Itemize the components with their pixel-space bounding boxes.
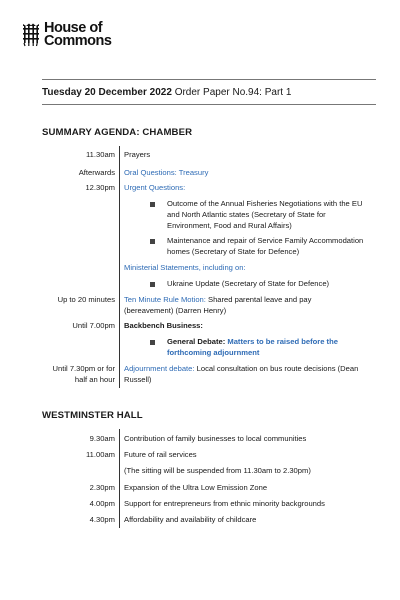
agenda-item-prayers: Prayers (124, 150, 151, 159)
order-paper-heading (42, 87, 291, 98)
westminster-timeline-divider (119, 429, 120, 528)
ministerial-statements-link[interactable]: Ministerial Statements, including on: (124, 263, 246, 272)
ten-minute-rule-motion-item (124, 294, 339, 316)
ten-minute-rule-motion-text: Shared parental leave and pay (bereavement) (Darren Henry) (124, 295, 312, 315)
chamber-time: 11.30am (86, 150, 115, 159)
bullet-square (150, 282, 155, 287)
chamber-time: Until 7.00pm (72, 321, 115, 330)
general-debate-link[interactable]: Matters to be raised before the forthcoming adjournment (167, 337, 338, 357)
bullet-square (150, 340, 155, 345)
westminster-time: 4.00pm (89, 499, 115, 508)
statement-ukraine-update: Ukraine Update (Secretary of State for Defence) (167, 279, 330, 288)
adjournment-debate-item (124, 363, 359, 385)
sitting-suspended-note: (The sitting will be suspended from 11.30am to 2.30pm) (124, 466, 311, 475)
top-rule (42, 79, 376, 80)
ten-minute-rule-motion-link[interactable]: Ten Minute Rule Motion: (124, 295, 206, 304)
adjournment-debate-link[interactable]: Adjournment debate: (124, 364, 195, 373)
adjournment-time-line-2: half an hour (74, 375, 115, 384)
westminster-item: Affordability and availability of childcare (124, 515, 257, 524)
westminster-time: 11.00am (86, 450, 115, 459)
chamber-timeline-divider (119, 146, 120, 388)
urgent-questions-link[interactable]: Urgent Questions: (124, 183, 186, 192)
heading-rule (42, 104, 376, 105)
bullet-square (150, 202, 155, 207)
westminster-time: 4.30pm (89, 515, 115, 524)
chamber-section-title: SUMMARY AGENDA: CHAMBER (42, 127, 193, 138)
westminster-item: Contribution of family businesses to local communities (124, 434, 307, 443)
oral-questions-link[interactable]: Oral Questions: Treasury (124, 168, 209, 177)
order-paper-number: Order Paper No.94: Part 1 (174, 87, 292, 98)
bullet-square (150, 239, 155, 244)
urgent-question-fisheries: Outcome of the Annual Fisheries Negotiations with the EU and North Atlantic states (Secretary of State for Environment, Food and Rural Affairs) (167, 199, 363, 230)
logo-line-1: House of (44, 20, 103, 36)
westminster-time: 9.30am (89, 434, 115, 443)
chamber-time (53, 363, 115, 385)
logo-line-2: Commons (44, 33, 112, 49)
backbench-business-label: Backbench Business: (124, 321, 203, 330)
portcullis-icon (22, 23, 40, 47)
westminster-item: Future of rail services (124, 450, 197, 459)
chamber-time: 12.30pm (85, 183, 115, 192)
general-debate-label: General Debate: (167, 337, 226, 346)
urgent-question-service-homes: Maintenance and repair of Service Family Accommodation homes (Secretary of State for Defence) (167, 236, 364, 256)
sitting-date: Tuesday 20 December 2022 (42, 87, 172, 98)
westminster-time: 2.30pm (89, 483, 115, 492)
chamber-time: Afterwards (78, 168, 115, 177)
westminster-hall-section-title: WESTMINSTER HALL (42, 410, 143, 421)
chamber-time: Up to 20 minutes (57, 295, 115, 304)
adjournment-time-line-1: Until 7.30pm or for (52, 364, 115, 373)
adjournment-debate-text: Local consultation on bus route decisions (Dean Russell) (124, 364, 359, 384)
westminster-item: Support for entrepreneurs from ethnic minority backgrounds (124, 499, 325, 508)
general-debate-item (167, 336, 372, 358)
house-of-commons-logo (22, 22, 111, 48)
westminster-item: Expansion of the Ultra Low Emission Zone (124, 483, 268, 492)
